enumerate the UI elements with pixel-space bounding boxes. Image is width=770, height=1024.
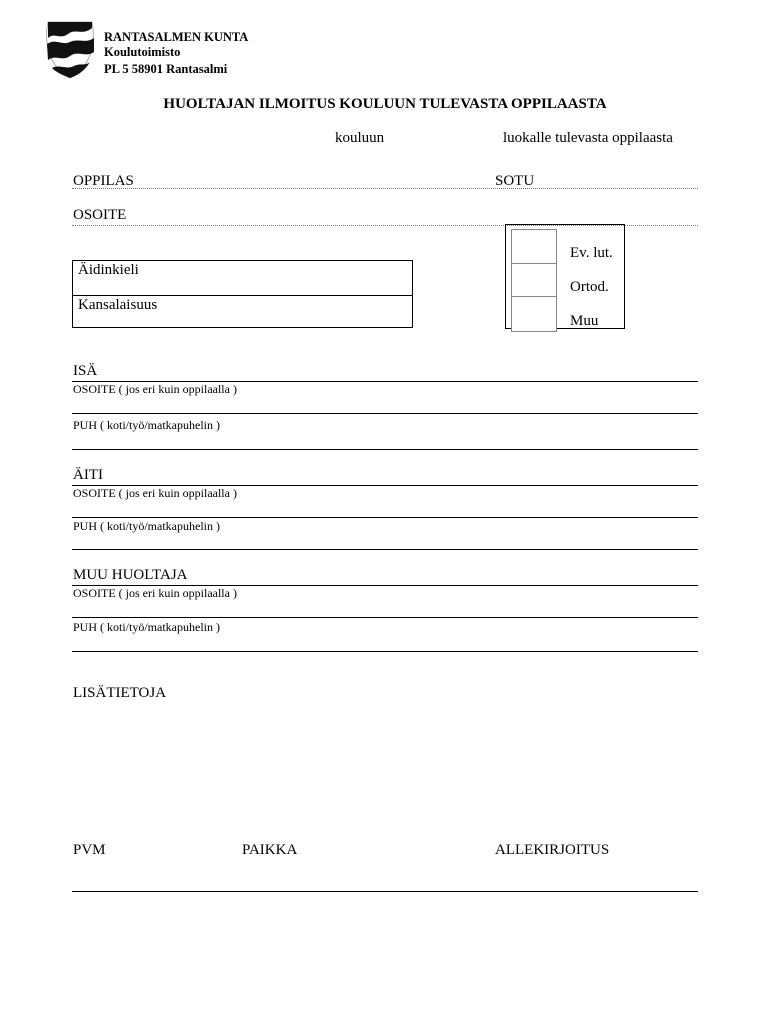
other-guardian-address-line[interactable] bbox=[72, 617, 698, 618]
other-guardian-address-label: OSOITE ( jos eri kuin oppilaalla ) bbox=[73, 586, 237, 600]
father-address-label: OSOITE ( jos eri kuin oppilaalla ) bbox=[73, 382, 237, 396]
mother-address-label: OSOITE ( jos eri kuin oppilaalla ) bbox=[73, 486, 237, 500]
form-title: HUOLTAJAN ILMOITUS KOULUUN TULEVASTA OPPILAASTA bbox=[163, 96, 607, 112]
father-phone-label: PUH ( koti/työ/matkapuhelin ) bbox=[73, 418, 220, 432]
org-name: RANTASALMEN KUNTA bbox=[104, 30, 249, 44]
ssn-label: SOTU bbox=[495, 173, 535, 189]
place-label: PAIKKA bbox=[242, 842, 298, 858]
box-divider bbox=[73, 295, 412, 296]
signature-line[interactable] bbox=[72, 891, 698, 892]
father-address-line[interactable] bbox=[72, 413, 698, 414]
religion-label-evlut: Ev. lut. bbox=[570, 245, 613, 261]
signature-label: ALLEKIRJOITUS bbox=[495, 842, 610, 858]
religion-checkbox-ortod[interactable] bbox=[511, 263, 557, 299]
date-label: PVM bbox=[73, 842, 106, 858]
student-label: OPPILAS bbox=[73, 173, 134, 189]
father-phone-line[interactable] bbox=[72, 449, 698, 450]
other-guardian-label: MUU HUOLTAJA bbox=[73, 567, 188, 583]
language-citizenship-box bbox=[72, 260, 413, 328]
student-address-label: OSOITE bbox=[73, 207, 127, 223]
school-suffix-label: kouluun bbox=[335, 130, 385, 146]
other-guardian-phone-line[interactable] bbox=[72, 651, 698, 652]
municipal-crest-icon bbox=[42, 18, 98, 80]
mother-tongue-label: Äidinkieli bbox=[78, 262, 139, 278]
org-address: PL 5 58901 Rantasalmi bbox=[104, 62, 228, 76]
student-field-line[interactable] bbox=[72, 188, 698, 189]
religion-label-muu: Muu bbox=[570, 313, 599, 329]
mother-label: ÄITI bbox=[73, 467, 103, 483]
mother-address-line[interactable] bbox=[72, 517, 698, 518]
mother-phone-label: PUH ( koti/työ/matkapuhelin ) bbox=[73, 519, 220, 533]
father-label: ISÄ bbox=[73, 363, 98, 379]
office-name: Koulutoimisto bbox=[104, 45, 181, 59]
mother-phone-line[interactable] bbox=[72, 549, 698, 550]
citizenship-label: Kansalaisuus bbox=[78, 297, 158, 313]
additional-info-label: LISÄTIETOJA bbox=[73, 685, 167, 701]
religion-checkbox-muu[interactable] bbox=[511, 296, 557, 332]
religion-checkbox-evlut[interactable] bbox=[511, 229, 557, 265]
grade-suffix-label: luokalle tulevasta oppilaasta bbox=[503, 130, 673, 146]
other-guardian-phone-label: PUH ( koti/työ/matkapuhelin ) bbox=[73, 620, 220, 634]
religion-box bbox=[505, 224, 625, 329]
religion-label-ortod: Ortod. bbox=[570, 279, 609, 295]
